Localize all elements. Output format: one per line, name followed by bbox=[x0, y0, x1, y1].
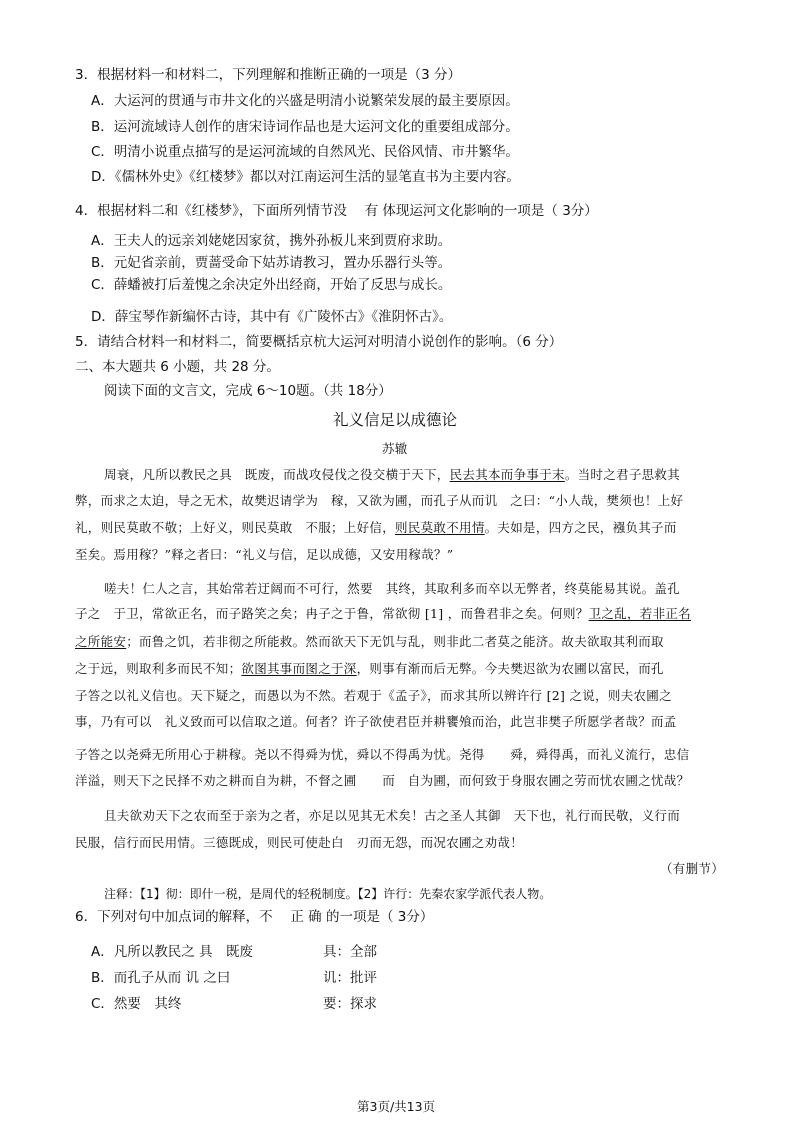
q3-option-d: D．《儒林外史》《红楼梦》都以对江南运河生活的显笔直书为主要内容。 bbox=[91, 169, 520, 185]
text-segment: 。夫如是，四方之民，襁负其子而 bbox=[484, 520, 677, 535]
q4-stem: 4．根据材料二和《红楼梦》，下面所列情节没 有 体现运河文化影响的一项是（ 3分） bbox=[75, 203, 598, 219]
article-p2-line5: 子答之以礼义信也。天下疑之，而愚以为不然。若观于《孟子》，而求其所以辨许行 [2] 之说，则夫农圃之 bbox=[75, 688, 672, 703]
article-p1-line1 bbox=[104, 466, 680, 484]
text-segment: ，则事有渐而后无弊。今夫樊迟欲为农圃以富民，而孔 bbox=[356, 661, 664, 676]
underlined-sentence: 民去其本而争事于末 bbox=[449, 467, 565, 482]
q3-stem: 3．根据材料一和材料二，下列理解和推断正确的一项是（3 分） bbox=[75, 67, 461, 83]
text-segment: 子之 于卫，常欲正名，而子路笑之矣；冉子之于鲁，常欲彻 [1] ，而鲁君非之矣。何则？ bbox=[75, 606, 589, 621]
text-segment: 周衰，凡所以教民之具 既废，而战攻侵伐之役交横于天下， bbox=[104, 467, 450, 482]
q4-option-a: A．王夫人的远亲刘姥姥因家贫，携外孙板儿来到贾府求助。 bbox=[91, 233, 452, 249]
article-p3-line1: 且夫欲劝天下之农而至于亲为之者，亦足以见其无术矣！古之圣人其御 天下也，礼行而民敬，义行而 bbox=[104, 808, 681, 823]
abridged-note: （有删节） bbox=[660, 861, 725, 876]
footnotes: 注释：【1】彻：即什一税，是周代的轻税制度。【2】许行：先秦农家学派代表人物。 bbox=[104, 887, 552, 901]
q6-option-c-explanation: 要：探求 bbox=[323, 996, 377, 1012]
text-segment: 礼，则民莫敢不敬；上好义，则民莫敢 不服；上好信， bbox=[75, 520, 396, 535]
q6-option-c: C．然要 其终 bbox=[91, 996, 182, 1012]
article-p2-line4 bbox=[75, 660, 664, 678]
q3-option-c: C．明清小说重点描写的是运河流域的自然风光、民俗风情、市井繁华。 bbox=[91, 144, 519, 160]
page-number: 第3页/共13页 bbox=[357, 1099, 436, 1114]
article-p2-line3 bbox=[75, 633, 664, 651]
q4-option-d: D．薛宝琴作新编怀古诗，其中有《广陵怀古》《淮阴怀古》。 bbox=[91, 309, 453, 325]
article-p3-line2: 民服，信行而民用情。三德既成，则民可使赴白 刃而无怨，而况农圃之劝哉！ bbox=[75, 835, 524, 850]
text-segment: ；而鲁之饥，若非彻之所能救。然而欲天下无饥与乱，则非此二者莫之能济。故夫欲取其利而取 bbox=[126, 634, 664, 649]
q6-option-b: B．而孔子从而 讥 之曰 bbox=[91, 970, 231, 986]
q3-option-b: B．运河流域诗人创作的唐宋诗词作品也是大运河文化的重要组成部分。 bbox=[91, 119, 519, 135]
article-p2-line7: 子答之以尧舜无所用心于耕稼。尧以不得舜为忧，舜以不得禹为忧。尧得 舜，舜得禹，而礼义流行，忠信 bbox=[75, 747, 690, 762]
article-author: 苏辙 bbox=[382, 441, 408, 456]
section2-intro: 阅读下面的文言文，完成 6～10题。（共 18分） bbox=[104, 383, 392, 399]
article-p2-line8: 洋溢，则天下之民择不劝之耕而自为耕，不督之圃 而 自为圃，而何致于身服农圃之劳而忧农圃之忧哉？ bbox=[75, 773, 690, 788]
q6-option-a: A．凡所以教民之 具 既废 bbox=[91, 944, 254, 960]
article-p1-line2: 弊，而求之太迫，导之无术，故樊迟请学为 稼，又欲为圃，而孔子从而讥 之曰：“小人哉，樊须也！上好 bbox=[75, 493, 684, 508]
text-segment: 之于远，则取利多而民不知； bbox=[75, 661, 242, 676]
q6-stem: 6．下列对句中加点词的解释，不 正 确 的一项是（ 3分） bbox=[75, 909, 434, 925]
article-p2-line2 bbox=[75, 605, 691, 623]
q4-option-c: C．薛蟠被打后羞愧之余决定外出经商，开始了反思与成长。 bbox=[91, 277, 452, 293]
q6-option-b-explanation: 讥：批评 bbox=[323, 970, 377, 986]
q6-option-a-explanation: 具：全部 bbox=[323, 944, 377, 960]
article-p2-line6: 事，乃有可以 礼义致而可以信取之道。何者？许子欲使君臣并耕饔飧而治，此岂非樊子所愿学者哉？而孟 bbox=[75, 714, 677, 729]
text-segment: 。当时之君子思救其 bbox=[564, 467, 681, 482]
q5-stem: 5．请结合材料一和材料二，简要概括京杭大运河对明清小说创作的影响。（6 分） bbox=[75, 334, 563, 350]
section2-heading: 二、本大题共 6 小题，共 28 分。 bbox=[75, 359, 280, 375]
article-p1-line4: 至矣。焉用稼？”释之者曰：“礼义与信，足以成德，又安用稼哉？” bbox=[75, 547, 454, 562]
q4-option-b: B．元妃省亲前，贾蔷受命下姑苏请教习，置办乐器行头等。 bbox=[91, 255, 452, 271]
article-p1-line3 bbox=[75, 519, 677, 537]
underlined-sentence: 则民莫敢不用情 bbox=[395, 520, 485, 535]
underlined-sentence: 之所能安 bbox=[75, 634, 127, 649]
underlined-sentence: 欲图其事而图之于深 bbox=[241, 661, 357, 676]
underlined-sentence: 卫之乱，若非正名 bbox=[588, 606, 691, 621]
article-title: 礼义信足以成德论 bbox=[333, 411, 458, 429]
article-p2-line1: 嗟夫！仁人之言，其始常若迂阔而不可行，然要 其终，其取利多而卒以无弊者，终莫能易其说。盖孔 bbox=[104, 581, 681, 596]
q3-option-a: A．大运河的贯通与市井文化的兴盛是明清小说繁荣发展的最主要原因。 bbox=[91, 93, 519, 109]
